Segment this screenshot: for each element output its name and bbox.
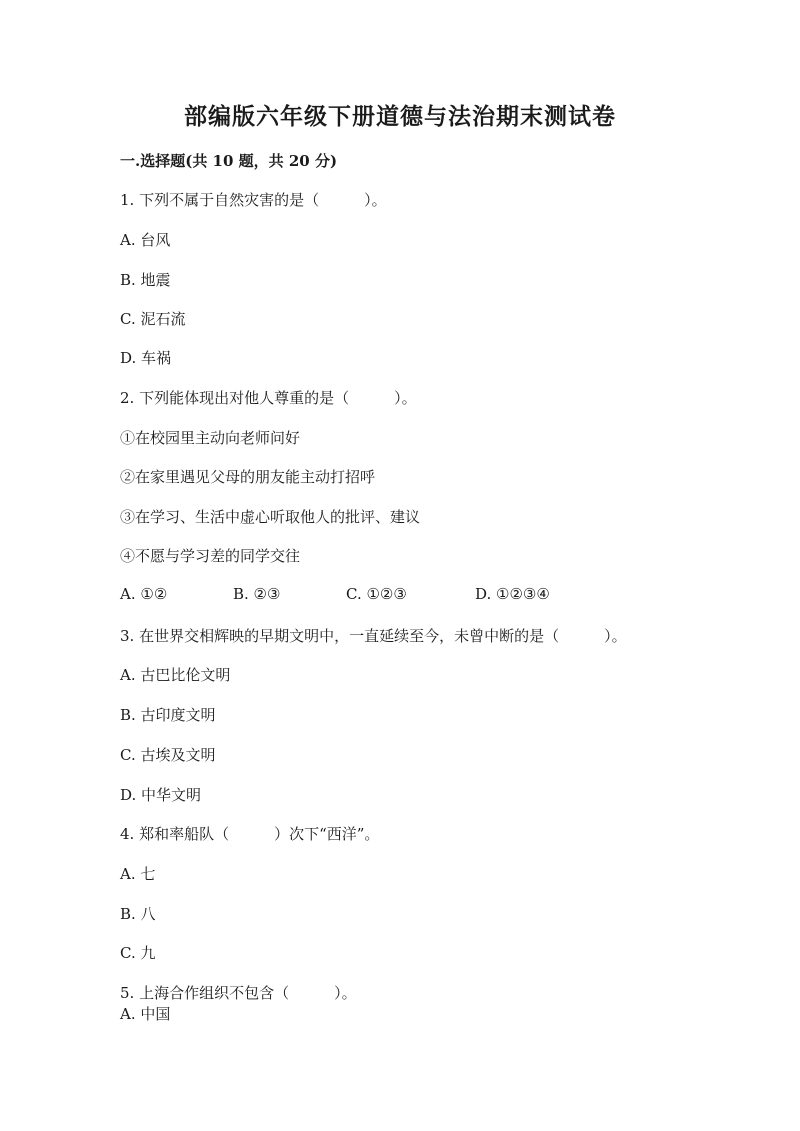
question-1-option-a: A. 台风 — [120, 231, 171, 249]
question-1-option-d: D. 车祸 — [120, 349, 172, 367]
question-5-stem: 5. 上海合作组织不包含（ ）。 — [120, 984, 357, 1002]
question-4-option-b: B. 八 — [120, 905, 156, 923]
question-3-option-d: D. 中华文明 — [120, 786, 202, 804]
question-4-option-c: C. 九 — [120, 944, 156, 962]
question-5-option-a: A. 中国 — [120, 1005, 171, 1023]
question-2-option-a: A. ①② — [120, 585, 168, 603]
question-2-statement-2: ②在家里遇见父母的朋友能主动打招呼 — [120, 468, 376, 486]
page-title: 部编版六年级下册道德与法治期末测试卷 — [184, 103, 616, 130]
question-3-option-a: A. 古巴比伦文明 — [120, 666, 231, 684]
question-1-option-c: C. 泥石流 — [120, 310, 186, 328]
question-2-statement-1: ①在校园里主动向老师问好 — [120, 429, 301, 447]
question-2-statement-3: ③在学习、生活中虚心听取他人的批评、建议 — [120, 508, 421, 526]
question-3-option-c: C. 古埃及文明 — [120, 746, 216, 764]
question-4-option-a: A. 七 — [120, 865, 156, 883]
question-2-option-d: D. ①②③④ — [475, 585, 550, 603]
question-2-statement-4: ④不愿与学习差的同学交往 — [120, 547, 301, 565]
question-3-stem: 3. 在世界交相辉映的早期文明中，一直延续至今，未曾中断的是（ ）。 — [120, 627, 627, 645]
question-1-stem: 1. 下列不属于自然灾害的是（ ）。 — [120, 191, 387, 209]
question-2-option-c: C. ①②③ — [346, 585, 407, 603]
question-3-option-b: B. 古印度文明 — [120, 706, 216, 724]
question-4-stem: 4. 郑和率船队（ ）次下“西洋”。 — [120, 825, 380, 843]
section-heading: 一.选择题(共 10 题，共 20 分) — [120, 152, 338, 170]
question-2-option-b: B. ②③ — [233, 585, 281, 603]
question-2-stem: 2. 下列能体现出对他人尊重的是（ ）。 — [120, 389, 417, 407]
question-1-option-b: B. 地震 — [120, 271, 171, 289]
